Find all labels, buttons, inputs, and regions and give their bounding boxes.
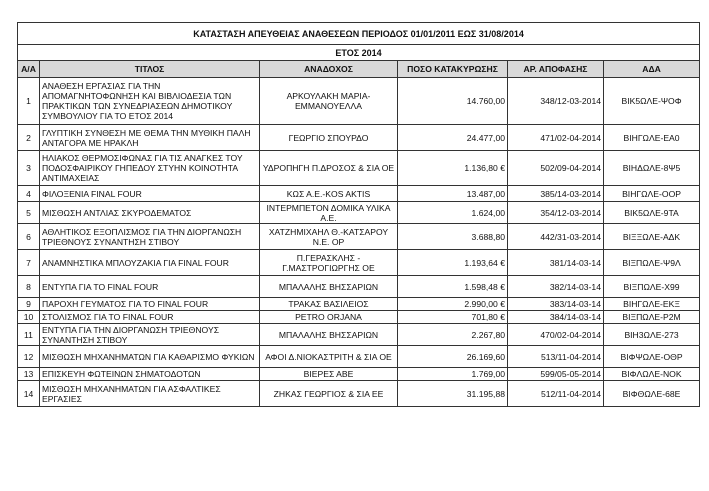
row-contractor: ΜΠΑΛΑΛΗΣ ΒΗΣΣΑΡΙΩΝ [260, 324, 398, 346]
row-number: 10 [18, 311, 40, 324]
row-contractor: ΚΩΣ Α.Ε.-KOS AKTIS [260, 186, 398, 202]
row-ada: ΒΙΞΠΩΛΕ-Χ99 [604, 276, 700, 298]
row-contractor: Π.ΓΕΡΑΣΚΛΗΣ - Γ.ΜΑΣΤΡΟΓΙΩΡΓΗΣ ΟΕ [260, 250, 398, 276]
row-ada: ΒΙΦΨΩΛΕ-ΟΘΡ [604, 346, 700, 368]
row-title: ΗΛΙΑΚΟΣ ΘΕΡΜΟΣΙΦΩΝΑΣ ΓΙΑ ΤΙΣ ΑΝΑΓΚΕΣ ΤΟΥ ΠΟΔΟΣΦΑΙΡΙΚΟΥ ΓΗΠΕΔΟΥ ΣΤΥΗΝ ΚΟΙΝΟΤΗΤΑ ΑΝΤΙΜΑΧΕΙΑΣ [40, 151, 260, 186]
row-title: ΜΙΣΘΩΣΗ ΑΝΤΛΙΑΣ ΣΚΥΡΟΔΕΜΑΤΟΣ [40, 202, 260, 224]
row-amount: 1.136,80 € [398, 151, 508, 186]
col-header-ada: ΑΔΑ [604, 61, 700, 78]
table-row [18, 276, 700, 298]
row-amount: 1.598,48 € [398, 276, 508, 298]
row-number: 14 [18, 381, 40, 407]
table-row [18, 202, 700, 224]
table-row [18, 381, 700, 407]
row-number: 8 [18, 276, 40, 298]
row-decision: 442/31-03-2014 [508, 224, 604, 250]
row-contractor: ΑΦΟΙ Δ.ΝΙΟΚΑΣΤΡΙΤΗ & ΣΙΑ ΟΕ [260, 346, 398, 368]
row-decision: 354/12-03-2014 [508, 202, 604, 224]
row-number: 4 [18, 186, 40, 202]
row-decision: 470/02-04-2014 [508, 324, 604, 346]
row-title: ΑΝΑΜΝΗΣΤΙΚΑ ΜΠΛΟΥΖΑΚΙΑ ΓΙΑ FINAL FOUR [40, 250, 260, 276]
row-contractor: ΒΙΕΡΕΣ ΑΒΕ [260, 368, 398, 381]
row-decision: 512/11-04-2014 [508, 381, 604, 407]
document-title: ΚΑΤΑΣΤΑΣΗ ΑΠΕΥΘΕΙΑΣ ΑΝΑΘΕΣΕΩΝ ΠΕΡΙΟΔΟΣ 01/01/2011 ΕΩΣ 31/08/2014 [18, 23, 700, 45]
row-title: ΦΙΛΟΞΕΝΙΑ FINAL FOUR [40, 186, 260, 202]
row-amount: 14.760,00 [398, 78, 508, 125]
row-decision: 385/14-03-2014 [508, 186, 604, 202]
row-decision: 381/14-03-14 [508, 250, 604, 276]
row-number: 12 [18, 346, 40, 368]
row-decision: 502/09-04-2014 [508, 151, 604, 186]
header-row [18, 61, 700, 78]
row-number: 1 [18, 78, 40, 125]
row-number: 13 [18, 368, 40, 381]
row-amount: 3.688,80 [398, 224, 508, 250]
row-ada: ΒΙΚ5ΩΛΕ-9ΤΑ [604, 202, 700, 224]
row-amount: 1.769,00 [398, 368, 508, 381]
table-row [18, 311, 700, 324]
row-amount: 701,80 € [398, 311, 508, 324]
year-label: ΕΤΟΣ 2014 [18, 45, 700, 61]
row-title: ΓΛΥΠΤΙΚΗ ΣΥΝΘΕΣΗ ΜΕ ΘΕΜΑ ΤΗΝ ΜΥΘΙΚΗ ΠΑΛΗ ΑΝΤΑΓΟΡΑ ΜΕ ΗΡΑΚΛΗ [40, 125, 260, 151]
col-header-decision: ΑΡ. ΑΠΟΦΑΣΗΣ [508, 61, 604, 78]
row-number: 3 [18, 151, 40, 186]
row-amount: 26.169,60 [398, 346, 508, 368]
row-amount: 2.267,80 [398, 324, 508, 346]
row-ada: ΒΙΗΓΩΛΕ-ΕΚΞ [604, 298, 700, 311]
row-number: 9 [18, 298, 40, 311]
row-contractor: ΓΕΩΡΓΙΟ ΣΠΟΥΡΔΟ [260, 125, 398, 151]
row-title: ΜΙΣΘΩΣΗ ΜΗΧΑΝΗΜΑΤΩΝ ΓΙΑ ΚΑΘΑΡΙΣΜΟ ΦΥΚΙΩΝ [40, 346, 260, 368]
row-number: 11 [18, 324, 40, 346]
row-amount: 31.195,88 [398, 381, 508, 407]
row-decision: 384/14-03-14 [508, 311, 604, 324]
table-row [18, 368, 700, 381]
row-ada: ΒΙΞΞΩΛΕ-ΑΔΚ [604, 224, 700, 250]
table-row [18, 78, 700, 125]
row-ada: ΒΙΗ3ΩΛΕ-273 [604, 324, 700, 346]
row-contractor: ΑΡΚΟΥΛΑΚΗ ΜΑΡΙΑ-ΕΜΜΑΝΟΥΕΛΛΑ [260, 78, 398, 125]
row-ada: ΒΙΗΓΩΛΕ-ΟΟΡ [604, 186, 700, 202]
col-header-amount: ΠΟΣΟ ΚΑΤΑΚΥΡΩΣΗΣ [398, 61, 508, 78]
row-contractor: ΧΑΤΖΗΜΙΧΑΗΛ Θ.-ΚΑΤΣΑΡΟΥ Ν.Ε. ΟΡ [260, 224, 398, 250]
row-decision: 383/14-03-14 [508, 298, 604, 311]
table-row [18, 324, 700, 346]
row-contractor: ΤΡΑΚΑΣ ΒΑΣΙΛΕΙΟΣ [260, 298, 398, 311]
row-ada: ΒΙΚ5ΩΛΕ-ΨΟΦ [604, 78, 700, 125]
row-title: ΕΝΤΥΠΑ ΓΙΑ ΤΗΝ ΔΙΟΡΓΑΝΩΣΗ ΤΡΙΕΘΝΟΥΣ ΣΥΝΑΝΤΗΣΗ ΣΤΙΒΟΥ [40, 324, 260, 346]
row-number: 7 [18, 250, 40, 276]
row-amount: 1.624,00 [398, 202, 508, 224]
row-title: ΕΝΤΥΠΑ ΓΙΑ ΤΟ FINAL FOUR [40, 276, 260, 298]
table-row [18, 298, 700, 311]
row-contractor: ΥΔΡΟΠΗΓΗ Π.ΔΡΟΣΟΣ & ΣΙΑ ΟΕ [260, 151, 398, 186]
row-amount: 1.193,64 € [398, 250, 508, 276]
row-number: 2 [18, 125, 40, 151]
row-title: ΑΘΛΗΤΙΚΟΣ ΕΞΟΠΛΙΣΜΟΣ ΓΙΑ ΤΗΝ ΔΙΟΡΓΑΝΩΣΗ ΤΡΙΕΘΝΟΥΣ ΣΥΝΑΝΤΗΣΗ ΣΤΙΒΟΥ [40, 224, 260, 250]
row-ada: ΒΙΞΠΩΛΕ-Ψ9Λ [604, 250, 700, 276]
row-contractor: ΙΝΤΕΡΜΠΕΤΟΝ ΔΟΜΙΚΑ ΥΛΙΚΑ Α.Ε. [260, 202, 398, 224]
awards-table [17, 22, 700, 407]
row-contractor: ΜΠΑΛΑΛΗΣ ΒΗΣΣΑΡΙΩΝ [260, 276, 398, 298]
row-ada: ΒΙΗΓΩΛΕ-ΕΑ0 [604, 125, 700, 151]
row-ada: ΒΙΗΔΩΛΕ-8Ψ5 [604, 151, 700, 186]
table-row [18, 250, 700, 276]
row-ada: ΒΙΦΛΩΛΕ-ΝΟΚ [604, 368, 700, 381]
table-row [18, 224, 700, 250]
row-title: ΑΝΑΘΕΣΗ ΕΡΓΑΣΙΑΣ ΓΙΑ ΤΗΝ ΑΠΟΜΑΓΝΗΤΟΦΩΝΗΣΗ ΚΑΙ ΒΙΒΛΙΟΔΕΣΙΑ ΤΩΝ ΠΡΑΚΤΙΚΩΝ ΤΩΝ ΣΥΝΕΔΡΙΑΣΕΩΝ ΔΗΜΟΤΙΚΟΥ ΣΥΜΒΟΥΛΙΟΥ ΓΙΑ ΤΟ ΕΤΟΣ 2014 [40, 78, 260, 125]
row-contractor: ΖΗΚΑΣ ΓΕΩΡΓΙΟΣ & ΣΙΑ ΕΕ [260, 381, 398, 407]
table-row [18, 125, 700, 151]
row-decision: 599/05-05-2014 [508, 368, 604, 381]
table-row [18, 151, 700, 186]
row-title: ΠΑΡΟΧΗ ΓΕΥΜΑΤΟΣ ΓΙΑ ΤΟ FINAL FOUR [40, 298, 260, 311]
row-decision: 348/12-03-2014 [508, 78, 604, 125]
row-decision: 513/11-04-2014 [508, 346, 604, 368]
col-header-num: Α/Α [18, 61, 40, 78]
table-row [18, 186, 700, 202]
table-body [18, 78, 700, 407]
row-ada: ΒΙΦΘΩΛΕ-68Ε [604, 381, 700, 407]
row-title: ΜΙΣΘΩΣΗ ΜΗΧΑΝΗΜΑΤΩΝ ΓΙΑ ΑΣΦΑΛΤΙΚΕΣ ΕΡΓΑΣΙΕΣ [40, 381, 260, 407]
row-ada: ΒΙΞΠΩΛΕ-Ρ2Μ [604, 311, 700, 324]
row-title: ΕΠΙΣΚΕΥΗ ΦΩΤΕΙΝΩΝ ΣΗΜΑΤΟΔΟΤΩΝ [40, 368, 260, 381]
row-contractor: PETRO ORJANA [260, 311, 398, 324]
col-header-title: ΤΙΤΛΟΣ [40, 61, 260, 78]
row-number: 6 [18, 224, 40, 250]
col-header-contractor: ΑΝΑΔΟΧΟΣ [260, 61, 398, 78]
row-amount: 13.487,00 [398, 186, 508, 202]
row-decision: 382/14-03-14 [508, 276, 604, 298]
row-amount: 2.990,00 € [398, 298, 508, 311]
table-row [18, 346, 700, 368]
row-number: 5 [18, 202, 40, 224]
row-decision: 471/02-04-2014 [508, 125, 604, 151]
row-amount: 24.477,00 [398, 125, 508, 151]
row-title: ΣΤΟΛΙΣΜΟΣ ΓΙΑ ΤΟ FINAL FOUR [40, 311, 260, 324]
